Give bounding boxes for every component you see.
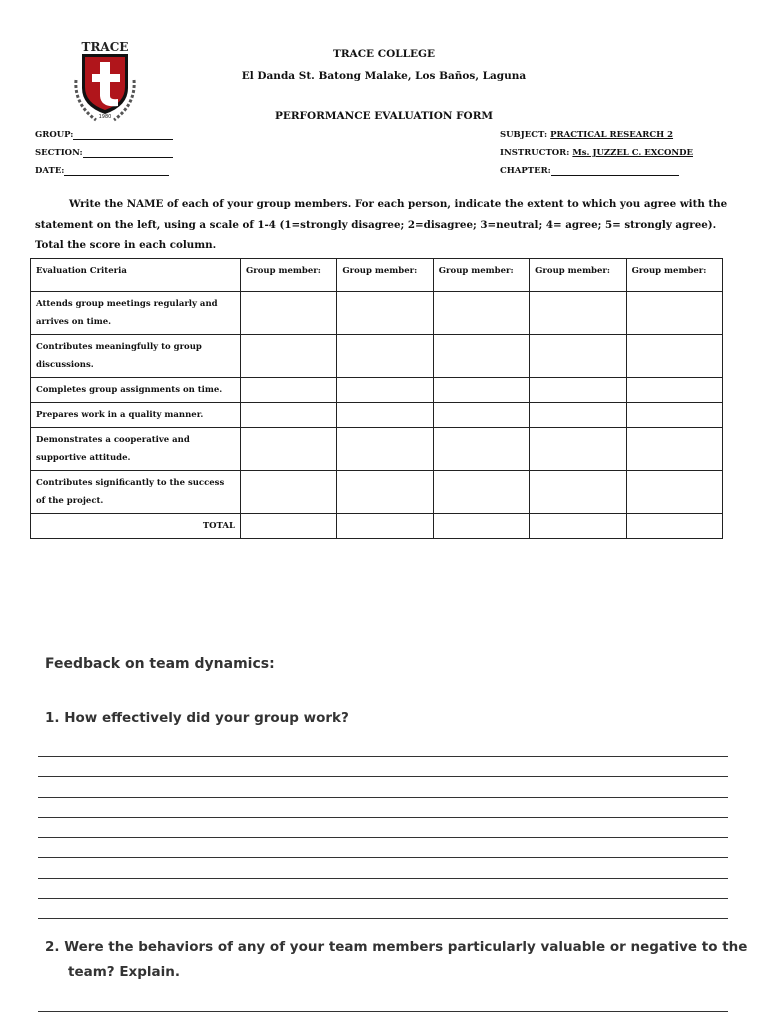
section-field[interactable]	[35, 148, 173, 158]
total-label: TOTAL	[31, 514, 241, 539]
answer-line[interactable]	[38, 756, 728, 757]
score-cell[interactable]	[241, 292, 337, 335]
score-cell[interactable]	[530, 378, 626, 403]
answer-line[interactable]	[38, 797, 728, 798]
score-cell[interactable]	[530, 335, 626, 378]
form-title: PERFORMANCE EVALUATION FORM	[274, 110, 494, 122]
answer-line[interactable]	[38, 857, 728, 858]
question-2-line-1: 2. Were the behaviors of any of your team members particularly valuable or negative to the	[45, 939, 748, 955]
score-cell[interactable]	[530, 403, 626, 428]
member-header-1[interactable]: Group member:	[241, 259, 337, 292]
logo-year: 1980	[98, 114, 112, 120]
total-row	[31, 514, 723, 539]
table-row	[31, 335, 723, 378]
instructions-paragraph: Write the NAME of each of your group members. For each person, indicate the extent to which you agree with the statement on the left, using a scale of 1-4 (1=strongly disagree; 2=disagree; 3=neutral; 4= agree; 5= strongly agree). Total the score in each column.	[35, 198, 728, 251]
total-cell[interactable]	[337, 514, 433, 539]
answer-line[interactable]	[38, 878, 728, 879]
total-cell[interactable]	[241, 514, 337, 539]
table-header-row	[31, 259, 723, 292]
answer-line[interactable]	[38, 1011, 728, 1012]
college-address: El Danda St. Batong Malake, Los Baños, Laguna	[241, 70, 527, 82]
score-cell[interactable]	[433, 335, 529, 378]
criteria-header: Evaluation Criteria	[31, 259, 241, 292]
score-cell[interactable]	[337, 378, 433, 403]
table-row	[31, 403, 723, 428]
date-blank[interactable]	[64, 175, 169, 176]
score-cell[interactable]	[337, 335, 433, 378]
score-cell[interactable]	[626, 378, 722, 403]
score-cell[interactable]	[241, 403, 337, 428]
subject-field	[500, 130, 673, 140]
total-cell[interactable]	[626, 514, 722, 539]
total-cell[interactable]	[530, 514, 626, 539]
score-cell[interactable]	[241, 378, 337, 403]
chapter-field[interactable]	[500, 166, 679, 176]
answer-line[interactable]	[38, 817, 728, 818]
criterion-label: Contributes significantly to the success of the project.	[31, 471, 241, 514]
chapter-blank[interactable]	[551, 175, 679, 176]
score-cell[interactable]	[433, 471, 529, 514]
score-cell[interactable]	[530, 428, 626, 471]
score-cell[interactable]	[626, 471, 722, 514]
table-row	[31, 428, 723, 471]
date-label: DATE:	[35, 166, 65, 176]
score-cell[interactable]	[433, 403, 529, 428]
subject-label: SUBJECT:	[500, 130, 548, 140]
score-cell[interactable]	[433, 378, 529, 403]
college-name: TRACE COLLEGE	[333, 48, 435, 60]
answer-line[interactable]	[38, 898, 728, 899]
answer-line[interactable]	[38, 837, 728, 838]
chapter-label: CHAPTER:	[500, 166, 551, 176]
section-label: SECTION:	[35, 148, 83, 158]
logo-text: TRACE	[81, 40, 129, 54]
score-cell[interactable]	[241, 335, 337, 378]
member-header-3[interactable]: Group member:	[433, 259, 529, 292]
score-cell[interactable]	[241, 428, 337, 471]
total-cell[interactable]	[433, 514, 529, 539]
group-blank[interactable]	[73, 139, 173, 140]
score-cell[interactable]	[530, 471, 626, 514]
score-cell[interactable]	[626, 292, 722, 335]
table-row	[31, 378, 723, 403]
member-header-2[interactable]: Group member:	[337, 259, 433, 292]
answer-line[interactable]	[38, 776, 728, 777]
feedback-title: Feedback on team dynamics:	[45, 656, 275, 672]
date-field[interactable]	[35, 166, 169, 176]
score-cell[interactable]	[626, 335, 722, 378]
subject-value: PRACTICAL RESEARCH 2	[550, 130, 674, 140]
section-blank[interactable]	[83, 157, 173, 158]
score-cell[interactable]	[626, 403, 722, 428]
score-cell[interactable]	[337, 403, 433, 428]
instructor-label: INSTRUCTOR:	[500, 148, 570, 158]
member-header-4[interactable]: Group member:	[530, 259, 626, 292]
table-row	[31, 471, 723, 514]
score-cell[interactable]	[241, 471, 337, 514]
group-label: GROUP:	[35, 130, 74, 140]
score-cell[interactable]	[337, 292, 433, 335]
instructor-value: Ms. JUZZEL C. EXCONDE	[572, 148, 693, 158]
criterion-label: Completes group assignments on time.	[31, 378, 241, 403]
score-cell[interactable]	[433, 292, 529, 335]
score-cell[interactable]	[337, 428, 433, 471]
score-cell[interactable]	[433, 428, 529, 471]
question-1: 1. How effectively did your group work?	[45, 710, 349, 726]
evaluation-table	[30, 258, 723, 539]
score-cell[interactable]	[530, 292, 626, 335]
criterion-label: Prepares work in a quality manner.	[31, 403, 241, 428]
score-cell[interactable]	[626, 428, 722, 471]
criterion-label: Attends group meetings regularly and arrives on time.	[31, 292, 241, 335]
score-cell[interactable]	[337, 471, 433, 514]
question-2-line-2: team? Explain.	[68, 964, 181, 980]
member-header-5[interactable]: Group member:	[626, 259, 722, 292]
instructor-field	[500, 148, 693, 158]
group-field[interactable]	[35, 130, 173, 140]
criterion-label: Contributes meaningfully to group discussions.	[31, 335, 241, 378]
answer-line[interactable]	[38, 918, 728, 919]
criterion-label: Demonstrates a cooperative and supportive attitude.	[31, 428, 241, 471]
table-row	[31, 292, 723, 335]
